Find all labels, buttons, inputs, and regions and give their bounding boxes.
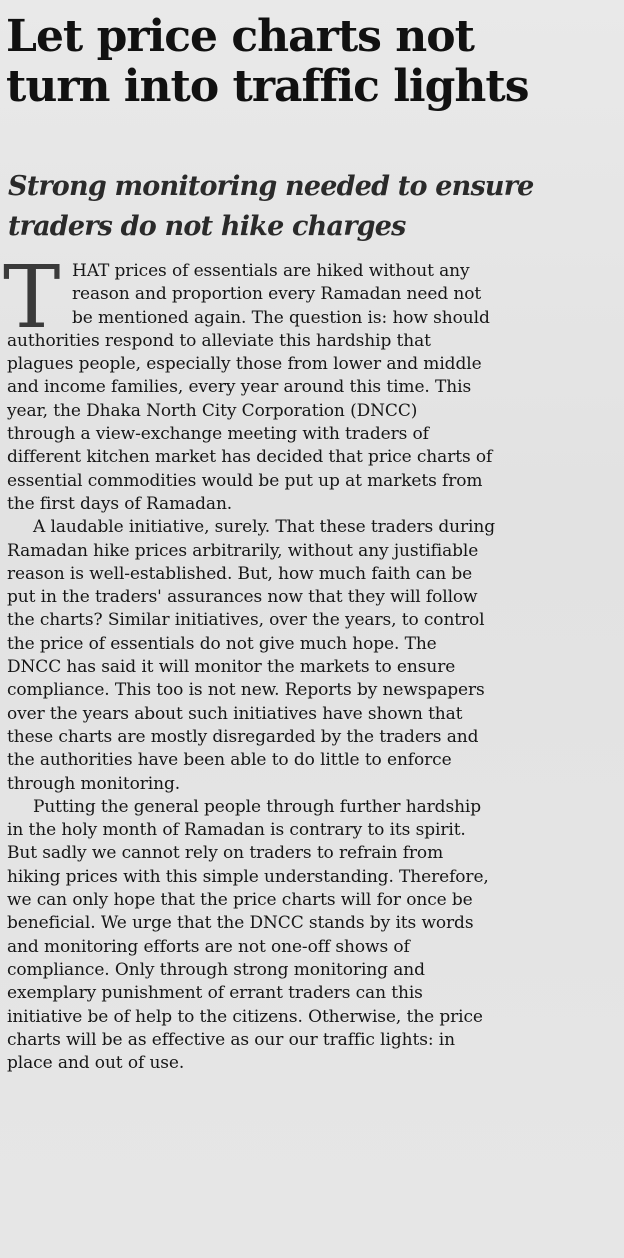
body-line: place and out of use. [7,1053,185,1074]
headline-line: Let price charts not [6,11,474,62]
body-line: A laudable initiative, surely. That these traders during [33,517,496,538]
headline-line: turn into traffic lights [6,61,529,112]
article-body [7,260,619,1075]
body-line: be mentioned again. The question is: how should [72,307,490,328]
body-line: beneficial. We urge that the DNCC stands by its words [7,913,474,934]
subheadline-line: Strong monitoring needed to ensure [8,171,534,202]
subheadline [8,167,620,247]
body-line: through monitoring. [7,773,181,794]
body-line: compliance. This too is not new. Reports by newspapers [7,680,485,701]
body-line: compliance. Only through strong monitoring and [7,959,425,980]
body-line: in the holy month of Ramadan is contrary to its spirit. [7,820,466,841]
body-line: we can only hope that the price charts will for once be [7,890,473,911]
body-line: reason and proportion every Ramadan need not [72,284,482,305]
body-line: and monitoring efforts are not one-off shows of [7,936,410,957]
body-line: over the years about such initiatives have shown that [7,703,463,724]
body-line: through a view-exchange meeting with traders of [7,424,429,445]
body-line: these charts are mostly disregarded by the traders and [7,726,479,747]
body-line: the authorities have been able to do little to enforce [7,750,452,771]
body-line: the charts? Similar initiatives, over the years, to control [7,610,485,631]
body-line: initiative be of help to the citizens. Otherwise, the price [7,1006,483,1027]
body-line: year, the Dhaka North City Corporation (DNCC) [7,400,418,421]
body-line: put in the traders' assurances now that they will follow [7,587,478,608]
body-line: the first days of Ramadan. [7,493,233,514]
body-line: HAT prices of essentials are hiked without any [72,261,470,281]
body-line: and income families, every year around this time. This [7,377,472,398]
body-line: charts will be as effective as our our traffic lights: in [7,1029,455,1050]
paragraph-3 [7,796,619,1076]
body-line: Ramadan hike prices arbitrarily, without any justifiable [7,540,479,561]
drop-cap: T [3,260,61,336]
body-line: hiking prices with this simple understanding. Therefore, [7,866,489,887]
body-line: plagues people, especially those from lower and middle [7,354,482,375]
body-line: the price of essentials do not give much hope. The [7,633,437,654]
body-line: But sadly we cannot rely on traders to refrain from [7,843,444,864]
body-line: exemplary punishment of errant traders can this [7,983,423,1004]
body-line: authorities respond to alleviate this hardship that [7,330,431,351]
body-line: DNCC has said it will monitor the markets to ensure [7,657,456,678]
body-line: essential commodities would be put up at markets from [7,470,483,491]
paragraph-2 [7,516,619,796]
paragraph-1 [7,260,619,516]
subheadline-line: traders do not hike charges [8,211,406,242]
headline [6,12,618,112]
body-line: Putting the general people through further hardship [33,796,482,817]
body-line: different kitchen market has decided that price charts of [7,447,493,468]
body-line: reason is well-established. But, how much faith can be [7,563,473,584]
